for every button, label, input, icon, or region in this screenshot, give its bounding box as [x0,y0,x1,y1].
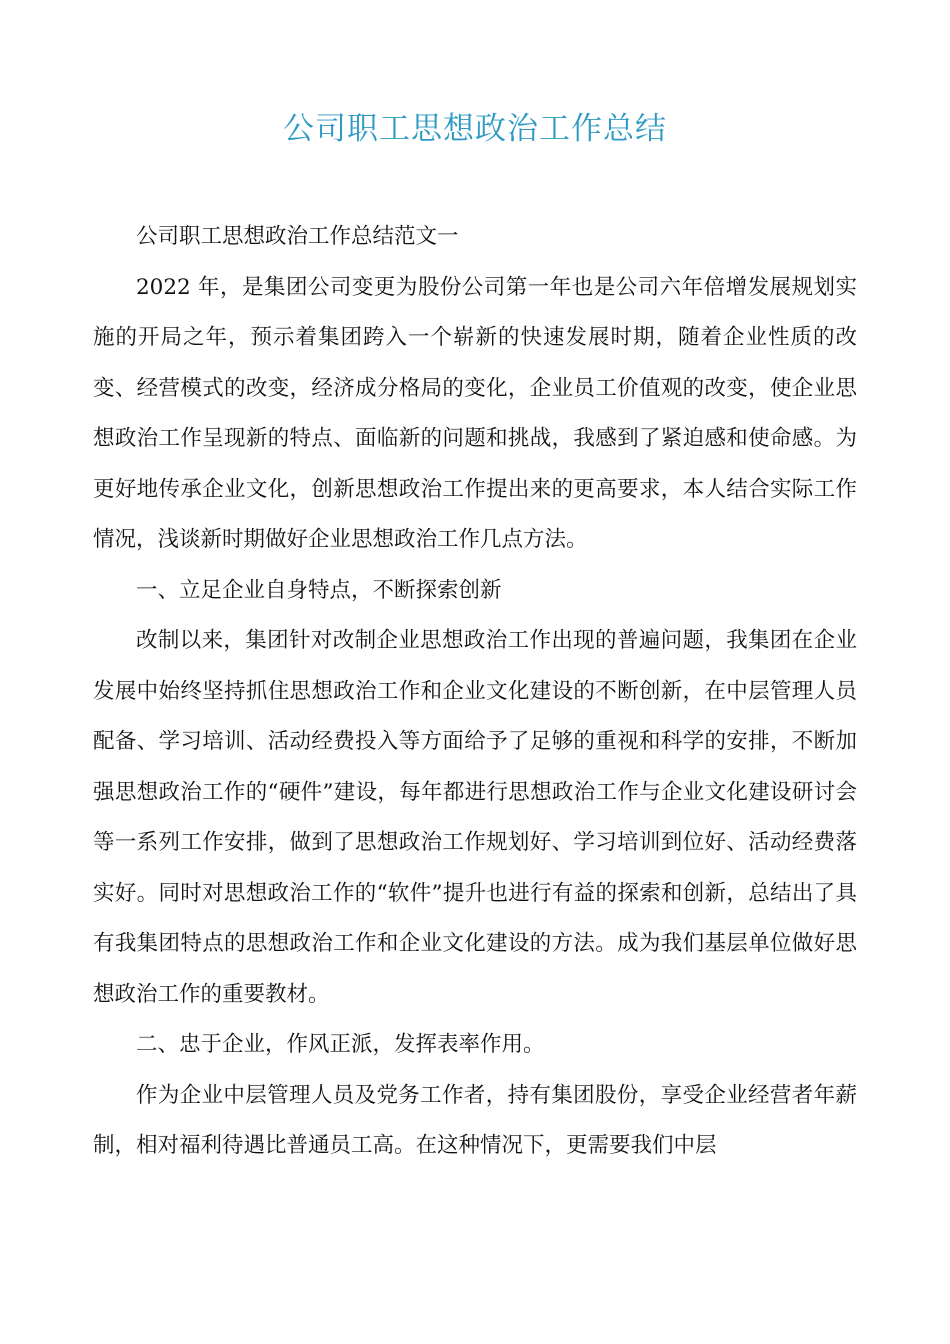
document-title: 公司职工思想政治工作总结 [283,111,667,147]
section-heading-2: 二、忠于企业，作风正派，发挥表率作用。 [136,1032,545,1057]
paragraph-intro: 2022 年，是集团公司变更为股份公司第一年也是公司六年倍增发展规划实施的开局之年，预示着集团跨入一个崭新的快速发展时期，随着企业性质的改变、经营模式的改变，经济成分格局的变化，企业员工价值观的改变，使企业思想政治工作呈现新的特点、面临新的问题和挑战，我感到了紧迫感和使命感。为更好地传承企业文化，创新思想政治工作提出来的更高要求，本人结合实际工作情况，浅谈新时期做好企业思想政治工作几点方法。 [93,274,857,552]
paragraph-section-1: 改制以来，集团针对改制企业思想政治工作出现的普遍问题，我集团在企业发展中始终坚持抓住思想政治工作和企业文化建设的不断创新，在中层管理人员配备、学习培训、活动经费投入等方面给予了足够的重视和科学的安排，不断加强思想政治工作的“硬件”建设，每年都进行思想政治工作与企业文化建设研讨会等一系列工作安排，做到了思想政治工作规划好、学习培训到位好、活动经费落实好。同时对思想政治工作的“软件”提升也进行有益的探索和创新，总结出了具有我集团特点的思想政治工作和企业文化建设的方法。成为我们基层单位做好思想政治工作的重要教材。 [93,628,857,1007]
document-body [93,212,857,1172]
paragraph-section-2: 作为企业中层管理人员及党务工作者，持有集团股份，享受企业经营者年薪制，相对福利待遇比普通员工高。在这种情况下，更需要我们中层 [93,1082,857,1158]
section-heading-1: 一、立足企业自身特点，不断探索创新 [136,577,502,603]
paragraph-subtitle: 公司职工思想政治工作总结范文一 [136,224,459,249]
